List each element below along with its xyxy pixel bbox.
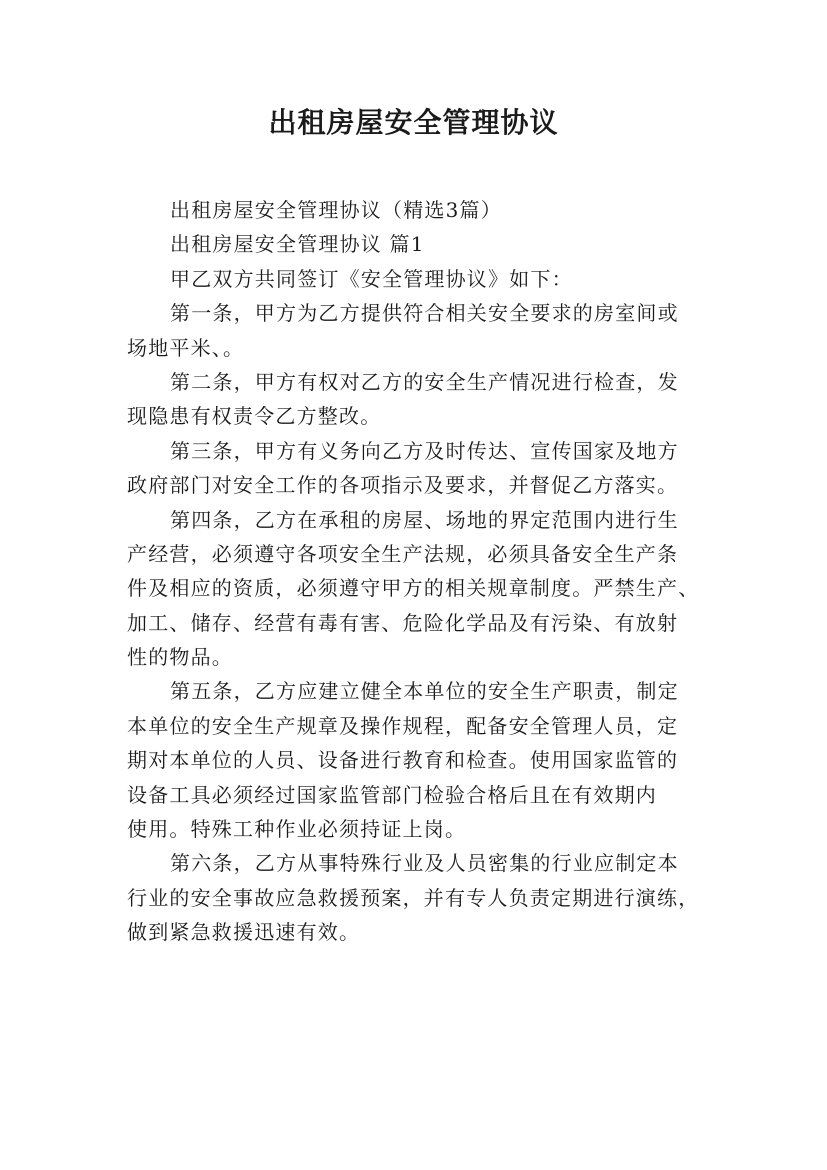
article-4-line: 性的物品。 [127, 645, 233, 670]
article-5-line: 设备工具必须经过国家监管部门检验合格后且在有效期内 [127, 782, 657, 807]
article-5-line: 本单位的安全生产规章及操作规程，配备安全管理人员，定 [127, 713, 679, 738]
article-4-line: 加工、储存、经营有毒有害、危险化学品及有污染、有放射 [127, 610, 679, 635]
article-5-line: 期对本单位的人员、设备进行教育和检查。使用国家监管的 [127, 748, 679, 773]
article-2-line: 现隐患有权责令乙方整改。 [127, 404, 382, 429]
article-5-line: 第五条，乙方应建立健全本单位的安全生产职责，制定 [170, 679, 679, 704]
intro-line: 甲乙双方共同签订《安全管理协议》如下： [170, 266, 573, 291]
article-6-line: 做到紧急救援迅速有效。 [127, 920, 361, 945]
subtitle-line: 出租房屋安全管理协议（精选3篇） [170, 198, 502, 222]
document-body [127, 193, 705, 950]
article-4-line: 件及相应的资质，必须遵守甲方的相关规章制度。严禁生产、 [127, 576, 700, 601]
article-5-line: 使用。特殊工种作业必须持证上岗。 [127, 817, 467, 842]
article-6-line: 第六条，乙方从事特殊行业及人员密集的行业应制定本 [170, 851, 679, 876]
article-3-line: 政府部门对安全工作的各项指示及要求，并督促乙方落实。 [127, 473, 679, 498]
article-4-line: 产经营，必须遵守各项安全生产法规，必须具备安全生产条 [127, 541, 679, 566]
article-2-line: 第二条，甲方有权对乙方的安全生产情况进行检查，发 [170, 369, 679, 394]
article-4-line: 第四条，乙方在承租的房屋、场地的界定范围内进行生 [170, 507, 679, 532]
article-1-line: 第一条，甲方为乙方提供符合相关安全要求的房室间或 [170, 301, 679, 326]
article-6-line: 行业的安全事故应急救援预案，并有专人负责定期进行演练， [127, 885, 700, 910]
section-heading: 出租房屋安全管理协议 篇1 [170, 232, 425, 257]
article-3-line: 第三条，甲方有义务向乙方及时传达、宣传国家及地方 [170, 438, 679, 463]
article-1-line: 场地平米、。 [127, 335, 245, 360]
document-title: 出租房屋安全管理协议 [268, 106, 559, 139]
